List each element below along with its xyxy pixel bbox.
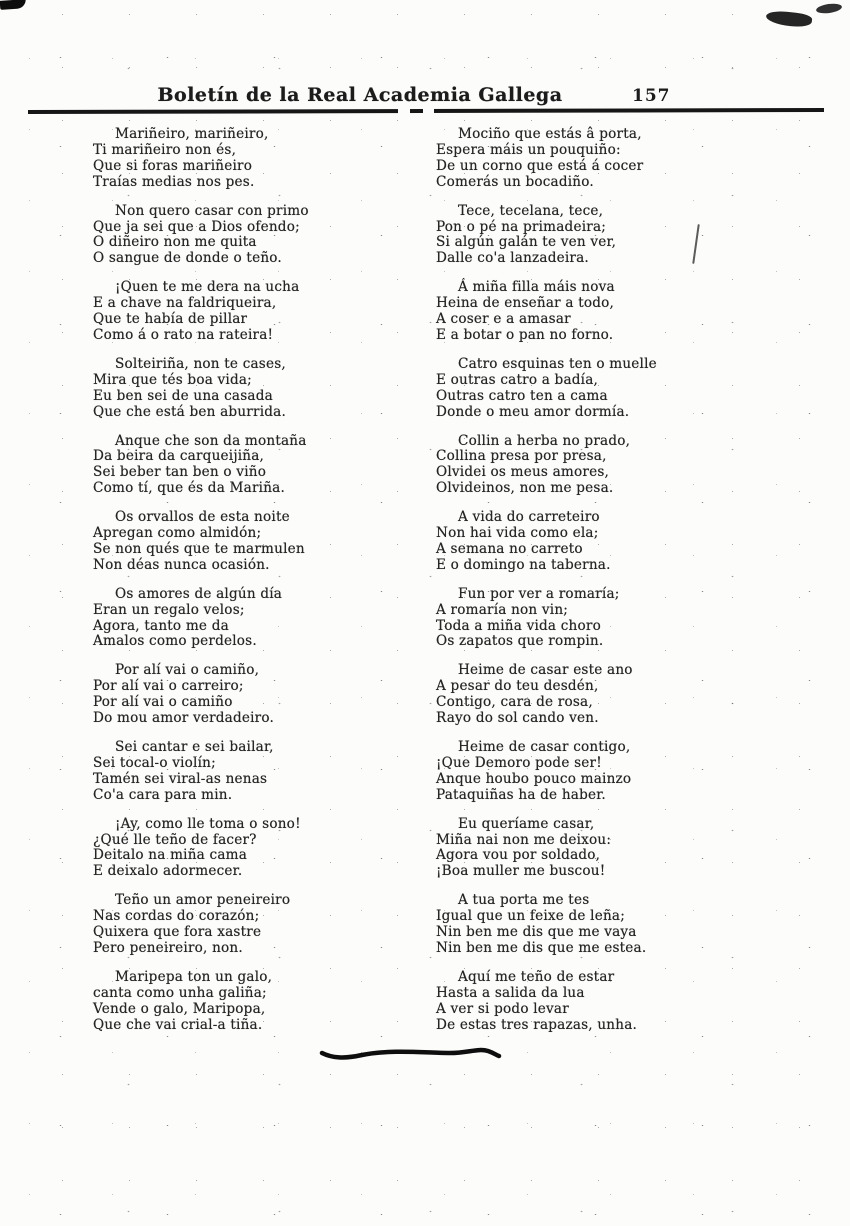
- verse-line: Tamén sei viral-as nenas: [93, 770, 268, 787]
- verse-line: ¡Ay, como lle toma o sono!: [115, 815, 301, 832]
- verse-line: Por alí vai o carreiro;: [93, 678, 244, 695]
- stanza: [436, 434, 756, 498]
- verse-line: ¿Qué lle teño de facer?: [93, 831, 257, 848]
- stanza: [93, 587, 413, 651]
- verse-line: De un corno que está á cocer: [436, 157, 644, 174]
- verse-line: Sei tocal-o violín;: [93, 754, 216, 771]
- stanza: [93, 893, 413, 957]
- verse-line: A romaría non vin;: [436, 601, 569, 618]
- verse-line: Pero peneireiro, non.: [93, 939, 243, 956]
- verse-line: Os amores de algún día: [115, 585, 283, 602]
- verse-line: ¡Quen te me dera na ucha: [115, 279, 300, 296]
- stanza: [436, 893, 756, 957]
- verse-line: Non quero casar con primo: [115, 202, 309, 219]
- verse-line: A coser e a amasar: [436, 311, 571, 328]
- verse-line: Mociño que estás â porta,: [458, 126, 642, 142]
- verse-line: Agora vou por soldado,: [436, 847, 601, 864]
- stanza: [436, 280, 756, 344]
- verse-line: Vende o galo, Maripopa,: [93, 1000, 266, 1017]
- stanza: [436, 663, 756, 727]
- stanza: [93, 434, 413, 498]
- stanza: [93, 280, 413, 344]
- stanza: [93, 127, 413, 191]
- verse-line: Nin ben me dis que me vaya: [436, 924, 637, 941]
- stanza: [93, 817, 413, 881]
- verse-line: E a botar o pan no forno.: [436, 326, 614, 343]
- verse-line: canta como unha galiña;: [93, 984, 267, 1001]
- verse-line: Que che está ben aburrida.: [93, 403, 286, 420]
- verse-line: ¡Boa muller me buscou!: [436, 863, 606, 880]
- verse-line: Teño un amor peneireiro: [115, 892, 291, 909]
- end-divider: [318, 1042, 503, 1064]
- verse-line: Donde o meu amor dormía.: [436, 403, 630, 420]
- verse-line: Que te había de pillar: [93, 311, 248, 328]
- stanza: [436, 510, 756, 574]
- stanza: [93, 357, 413, 421]
- verse-line: A ver si podo levar: [436, 1000, 569, 1017]
- verse-line: E a chave na faldriqueira,: [93, 295, 277, 312]
- verse-line: O sangue de donde o teño.: [93, 250, 282, 267]
- verse-line: Agora, tanto me da: [93, 617, 229, 634]
- verse-line: Se non qués que te marmulen: [93, 540, 305, 557]
- verse-line: Olvideinos, non me pesa.: [436, 480, 614, 497]
- stanza: [436, 970, 756, 1034]
- verse-line: Sei beber tan ben o viño: [93, 464, 267, 481]
- verse-line: E o domingo na taberna.: [436, 556, 611, 573]
- verse-line: Anque houbo pouco mainzo: [436, 770, 632, 787]
- verse-line: Dalle co'a lanzadeira.: [436, 250, 589, 267]
- verse-line: Os orvallos de esta noite: [115, 509, 290, 526]
- verse-line: Hasta a salida da lua: [436, 984, 585, 1001]
- verse-line: Anque che son da montaña: [115, 432, 307, 449]
- stanza: [436, 817, 756, 881]
- verse-line: Collina presa por presa,: [436, 448, 607, 465]
- verse-line: Da beira da carqueijiña,: [93, 448, 265, 465]
- verse-line: Catro esquinas ten o muelle: [458, 355, 657, 372]
- verse-line: Deitalo na miña cama: [93, 847, 248, 864]
- left-column: [93, 127, 413, 1047]
- verse-line: Amalos como perdelos.: [93, 633, 257, 650]
- verse-line: Por alí vai o camiño,: [115, 662, 260, 679]
- verse-line: Toda a miña vida choro: [436, 617, 601, 634]
- verse-line: Heime de casar este ano: [458, 662, 633, 679]
- stanza: [436, 357, 756, 421]
- verse-line: Heina de enseñar a todo,: [436, 295, 615, 312]
- verse-line: Co'a cara para min.: [93, 786, 233, 803]
- verse-line: Contigo, cara de rosa,: [436, 694, 593, 711]
- verse-line: Maripepa ton un galo,: [115, 968, 273, 985]
- stanza: [93, 204, 413, 268]
- stanza: [436, 127, 756, 191]
- verse-line: Miña nai non me deixou:: [436, 831, 612, 848]
- verse-line: Mariñeiro, mariñeiro,: [115, 126, 269, 142]
- scan-smudge-top-right: [765, 10, 812, 29]
- verse-line: Nas cordas do corazón;: [93, 908, 260, 925]
- verse-line: ¡Que Demoro pode ser!: [436, 754, 602, 771]
- verse-line: A pesar do teu desdén,: [436, 678, 599, 695]
- verse-line: Si algún galán te ven ver,: [436, 234, 617, 251]
- stanza: [93, 510, 413, 574]
- verse-line: Que che vai crial-a tiña.: [93, 1016, 263, 1033]
- verse-line: Fun por ver a romaría;: [458, 585, 620, 602]
- verse-line: Olvidei os meus amores,: [436, 464, 610, 481]
- stanza: [93, 740, 413, 804]
- verse-line: Aquí me teño de estar: [458, 968, 615, 985]
- verse-line: Quixera que fora xastre: [93, 924, 262, 941]
- page-number: 157: [632, 86, 671, 106]
- verse-line: Do mou amor verdadeiro.: [93, 710, 275, 727]
- page-title: Boletín de la Real Academia Gallega: [157, 84, 563, 106]
- verse-line: Os zapatos que rompin.: [436, 633, 604, 650]
- verse-line: Heime de casar contigo,: [458, 739, 631, 755]
- verse-line: Que ja sei que a Dios ofendo;: [93, 218, 300, 235]
- verse-line: Á miña filla máis nova: [458, 279, 615, 296]
- right-column: [436, 127, 756, 1047]
- verse-line: Pon o pé na primadeira;: [436, 218, 607, 235]
- verse-line: A semana no carreto: [436, 540, 583, 557]
- verse-line: Eran un regalo velos;: [93, 601, 245, 618]
- verse-line: Comerás un bocadiño.: [436, 173, 594, 190]
- verse-line: Eu ben sei de una casada: [93, 387, 273, 404]
- verse-line: Pataquiñas ha de haber.: [436, 786, 606, 803]
- verse-line: A tua porta me tes: [458, 892, 590, 909]
- stanza: [93, 970, 413, 1034]
- verse-line: Non déas nunca ocasión.: [93, 556, 270, 573]
- verse-line: Espera máis un pouquiño:: [436, 141, 621, 158]
- verse-line: Rayo do sol cando ven.: [436, 710, 599, 727]
- verse-line: Mira que tés boa vida;: [93, 371, 252, 388]
- verse-line: Eu queríame casar,: [458, 815, 595, 832]
- verse-line: Por alí vai o camiño: [93, 694, 233, 711]
- verse-line: Tece, tecelana, tece,: [458, 202, 604, 219]
- header-rule: [28, 108, 824, 114]
- verse-line: Collin a herba no prado,: [458, 432, 631, 449]
- verse-line: Solteiriña, non te cases,: [115, 355, 286, 372]
- verse-line: O diñeiro non me quita: [93, 234, 257, 251]
- stanza: [93, 663, 413, 727]
- verse-line: E deixalo adormecer.: [93, 863, 243, 880]
- verse-line: De estas tres rapazas, unha.: [436, 1016, 638, 1033]
- verse-line: Non hai vida como ela;: [436, 525, 599, 542]
- verse-line: E outras catro a badía,: [436, 371, 599, 388]
- verse-line: Como tí, que és da Mariña.: [93, 480, 285, 497]
- stanza: [436, 740, 756, 804]
- verse-line: Apregan como almidón;: [93, 525, 262, 542]
- verse-line: Como á o rato na rateira!: [93, 326, 274, 343]
- verse-line: Traías medias nos pes.: [93, 173, 255, 190]
- verse-line: Igual que un feixe de leña;: [436, 908, 626, 925]
- verse-line: Nin ben me dis que me estea.: [436, 939, 647, 956]
- verse-line: Que si foras mariñeiro: [93, 157, 253, 174]
- stanza: [436, 587, 756, 651]
- verse-line: A vida do carreteiro: [458, 509, 600, 526]
- verse-line: Sei cantar e sei bailar,: [115, 739, 274, 755]
- verse-line: Outras catro ten a cama: [436, 387, 608, 404]
- verse-line: Ti mariñeiro non és,: [93, 141, 237, 158]
- scan-smudge-top-right-small: [816, 2, 843, 15]
- stanza: [436, 204, 756, 268]
- scan-smudge-top-left: [0, 0, 26, 10]
